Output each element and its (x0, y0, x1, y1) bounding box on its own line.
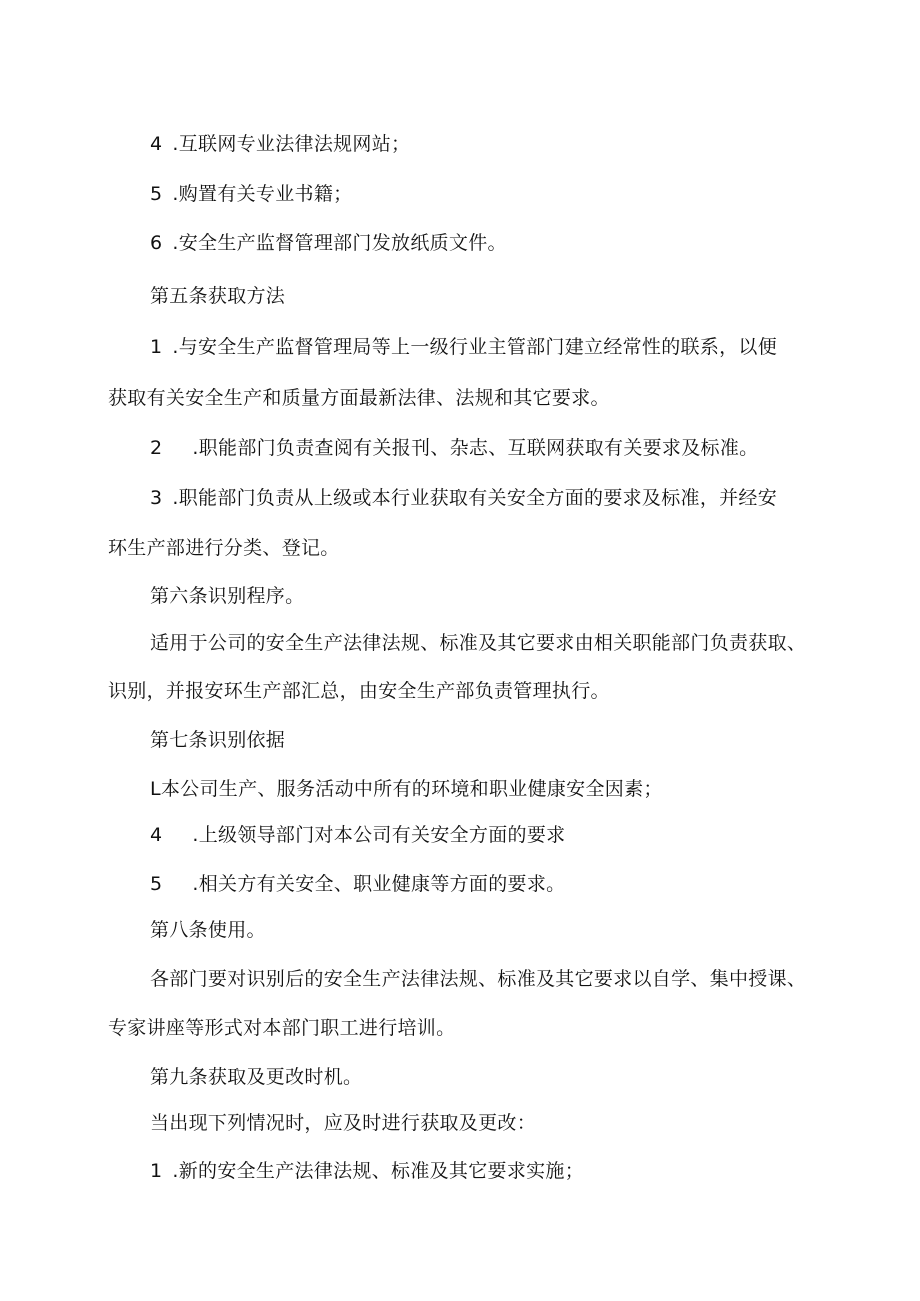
item-separator: . (192, 437, 199, 459)
item-text: 新的安全生产法律法规、标准及其它要求实施； (178, 1160, 585, 1182)
list-item (150, 230, 507, 256)
paragraph-continuation (108, 1015, 455, 1041)
section-heading-text: 第七条识别依据 (150, 729, 286, 751)
item-number: 1 (150, 336, 163, 358)
item-separator: . (172, 487, 179, 509)
item-separator: . (172, 1160, 179, 1182)
item-text: 安全生产监督管理部门发放纸质文件。 (178, 232, 507, 254)
paragraph-continuation (108, 385, 610, 411)
paragraph-text: 当出现下列情况时，应及时进行获取及更改： (150, 1112, 537, 1134)
list-item (150, 334, 777, 360)
paragraph-text: 获取有关安全生产和质量方面最新法律、法规和其它要求。 (108, 387, 610, 409)
paragraph (150, 630, 806, 656)
paragraph (150, 1110, 536, 1136)
item-number: 4 (150, 133, 163, 155)
section-heading-text: 第八条使用。 (150, 919, 266, 941)
item-separator: . (172, 232, 179, 254)
paragraph (150, 776, 663, 802)
list-item (150, 822, 565, 848)
paragraph-text: 识别，并报安环生产部汇总，由安全生产部负责管理执行。 (108, 680, 610, 702)
list-item (150, 435, 758, 461)
section-heading-text: 第五条获取方法 (150, 285, 286, 307)
section-heading-text: 第九条获取及更改时机。 (150, 1066, 363, 1088)
item-number: 4 (150, 824, 163, 846)
item-separator: . (172, 183, 179, 205)
item-separator: . (192, 873, 199, 895)
paragraph-continuation (108, 678, 610, 704)
item-number: 5 (150, 183, 163, 205)
item-separator: . (192, 824, 199, 846)
paragraph-text: 环生产部进行分类、登记。 (108, 537, 340, 559)
paragraph (150, 966, 806, 992)
paragraph-text: 各部门要对识别后的安全生产法律法规、标准及其它要求以自学、集中授课、 (150, 968, 807, 990)
item-text: 职能部门负责查阅有关报刊、杂志、互联网获取有关要求及标准。 (198, 437, 759, 459)
item-number: 5 (150, 873, 163, 895)
paragraph-text: 专家讲座等形式对本部门职工进行培训。 (108, 1017, 456, 1039)
item-number: 3 (150, 487, 163, 509)
paragraph-text: L本公司生产、服务活动中所有的环境和职业健康安全因素； (150, 778, 663, 800)
item-text: 职能部门负责从上级或本行业获取有关安全方面的要求及标准，并经安 (178, 487, 778, 509)
list-item (150, 485, 777, 511)
section-heading (150, 283, 285, 309)
item-text: 与安全生产监督管理局等上一级行业主管部门建立经常性的联系，以便 (178, 336, 778, 358)
item-text: 相关方有关安全、职业健康等方面的要求。 (198, 873, 566, 895)
list-item (150, 871, 565, 897)
item-number: 2 (150, 437, 163, 459)
item-number: 6 (150, 232, 163, 254)
item-text: 购置有关专业书籍； (178, 183, 353, 205)
paragraph-text: 适用于公司的安全生产法律法规、标准及其它要求由相关职能部门负责获取、 (150, 632, 807, 654)
section-heading-text: 第六条识别程序。 (150, 585, 305, 607)
section-heading (150, 917, 266, 943)
list-item (150, 1158, 584, 1184)
list-item (150, 131, 410, 157)
section-heading (150, 583, 304, 609)
item-separator: . (172, 133, 179, 155)
item-number: 1 (150, 1160, 163, 1182)
paragraph-continuation (108, 535, 340, 561)
item-separator: . (172, 336, 179, 358)
section-heading (150, 727, 285, 753)
item-text: 互联网专业法律法规网站； (178, 133, 411, 155)
list-item (150, 181, 352, 207)
item-text: 上级领导部门对本公司有关安全方面的要求 (198, 824, 566, 846)
section-heading (150, 1064, 362, 1090)
